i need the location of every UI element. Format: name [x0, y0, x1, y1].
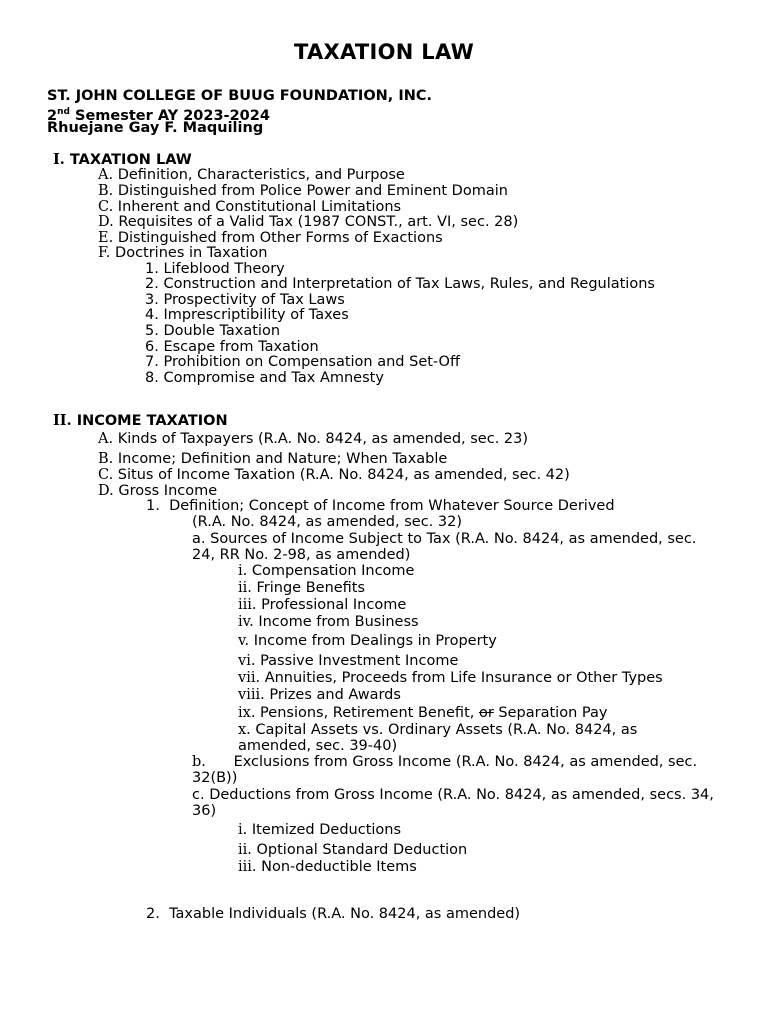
- s2-item-b: B. Income; Definition and Nature; When Taxable: [98, 451, 448, 467]
- deduction-item: i. Itemized Deductions: [238, 822, 402, 838]
- source-item: ii. Fringe Benefits: [238, 580, 366, 596]
- s1-item-b: B. Distinguished from Police Power and Eminent Domain: [98, 183, 508, 199]
- source-item: viii. Prizes and Awards: [238, 687, 401, 703]
- source-item: i. Compensation Income: [238, 563, 415, 579]
- source-item: iii. Professional Income: [238, 597, 407, 613]
- gross-income-c-cont: 36): [192, 803, 217, 819]
- doctrine-item: 2. Construction and Interpretation of Tax Laws, Rules, and Regulations: [145, 276, 655, 292]
- source-item: vii. Annuities, Proceeds from Life Insurance or Other Types: [238, 670, 663, 686]
- s1-item-e: E. Distinguished from Other Forms of Exactions: [98, 230, 443, 246]
- s1-item-d: D. Requisites of a Valid Tax (1987 CONST., art. VI, sec. 28): [98, 214, 519, 230]
- source-item: x. Capital Assets vs. Ordinary Assets (R.A. No. 8424, as: [238, 722, 638, 738]
- s2-item-a: A. Kinds of Taxpayers (R.A. No. 8424, as amended, sec. 23): [98, 431, 529, 447]
- gross-income-2: 2. Taxable Individuals (R.A. No. 8424, as amended): [146, 906, 521, 922]
- gross-income-a-cont: 24, RR No. 2-98, as amended): [192, 547, 411, 563]
- doctrine-item: 5. Double Taxation: [145, 323, 281, 339]
- semester-ordinal: 2: [47, 107, 58, 124]
- s1-item-a: A. Definition, Characteristics, and Purpose: [98, 167, 405, 183]
- source-item-cont: amended, sec. 39-40): [238, 738, 398, 754]
- doctrine-item: 1. Lifeblood Theory: [145, 261, 285, 277]
- gross-income-b-cont: 32(B)): [192, 770, 238, 786]
- semester-suffix: nd: [57, 107, 70, 117]
- s2-item-d: D. Gross Income: [98, 483, 218, 499]
- source-item: vi. Passive Investment Income: [238, 653, 459, 669]
- school-name: ST. JOHN COLLEGE OF BUUG FOUNDATION, INC.: [47, 88, 433, 104]
- gross-income-1: 1. Definition; Concept of Income from Whatever Source Derived: [146, 498, 615, 514]
- doctrine-item: 8. Compromise and Tax Amnesty: [145, 370, 384, 386]
- author-name: Rhuejane Gay F. Maquiling: [47, 120, 264, 136]
- doctrine-item: 4. Imprescriptibility of Taxes: [145, 307, 349, 323]
- gross-income-b: b. Exclusions from Gross Income (R.A. No. 8424, as amended, sec.: [192, 754, 698, 770]
- doctrine-item: 7. Prohibition on Compensation and Set-Off: [145, 354, 460, 370]
- doctrine-item: 6. Escape from Taxation: [145, 339, 319, 355]
- section-1-heading: I. TAXATION LAW: [53, 151, 192, 168]
- struck-word: or: [478, 705, 494, 721]
- semester-rest: Semester AY 2023-2024: [69, 107, 270, 124]
- gross-income-1-cont: (R.A. No. 8424, as amended, sec. 32): [192, 514, 462, 530]
- s2-item-c: C. Situs of Income Taxation (R.A. No. 8424, as amended, sec. 42): [98, 467, 570, 483]
- section-2-heading: II. INCOME TAXATION: [53, 412, 228, 429]
- gross-income-c: c. Deductions from Gross Income (R.A. No. 8424, as amended, secs. 34,: [192, 787, 714, 803]
- deduction-item: ii. Optional Standard Deduction: [238, 842, 468, 858]
- gross-income-a: a. Sources of Income Subject to Tax (R.A. No. 8424, as amended, sec.: [192, 531, 697, 547]
- source-item: iv. Income from Business: [238, 614, 419, 630]
- document-title: TAXATION LAW: [293, 40, 475, 64]
- source-item: v. Income from Dealings in Property: [238, 633, 497, 649]
- deduction-item: iii. Non-deductible Items: [238, 859, 417, 875]
- s1-item-f: F. Doctrines in Taxation: [98, 245, 268, 261]
- doctrine-item: 3. Prospectivity of Tax Laws: [145, 292, 345, 308]
- s1-item-c: C. Inherent and Constitutional Limitations: [98, 199, 402, 215]
- source-item: ix. Pensions, Retirement Benefit, or Separation Pay: [238, 705, 608, 721]
